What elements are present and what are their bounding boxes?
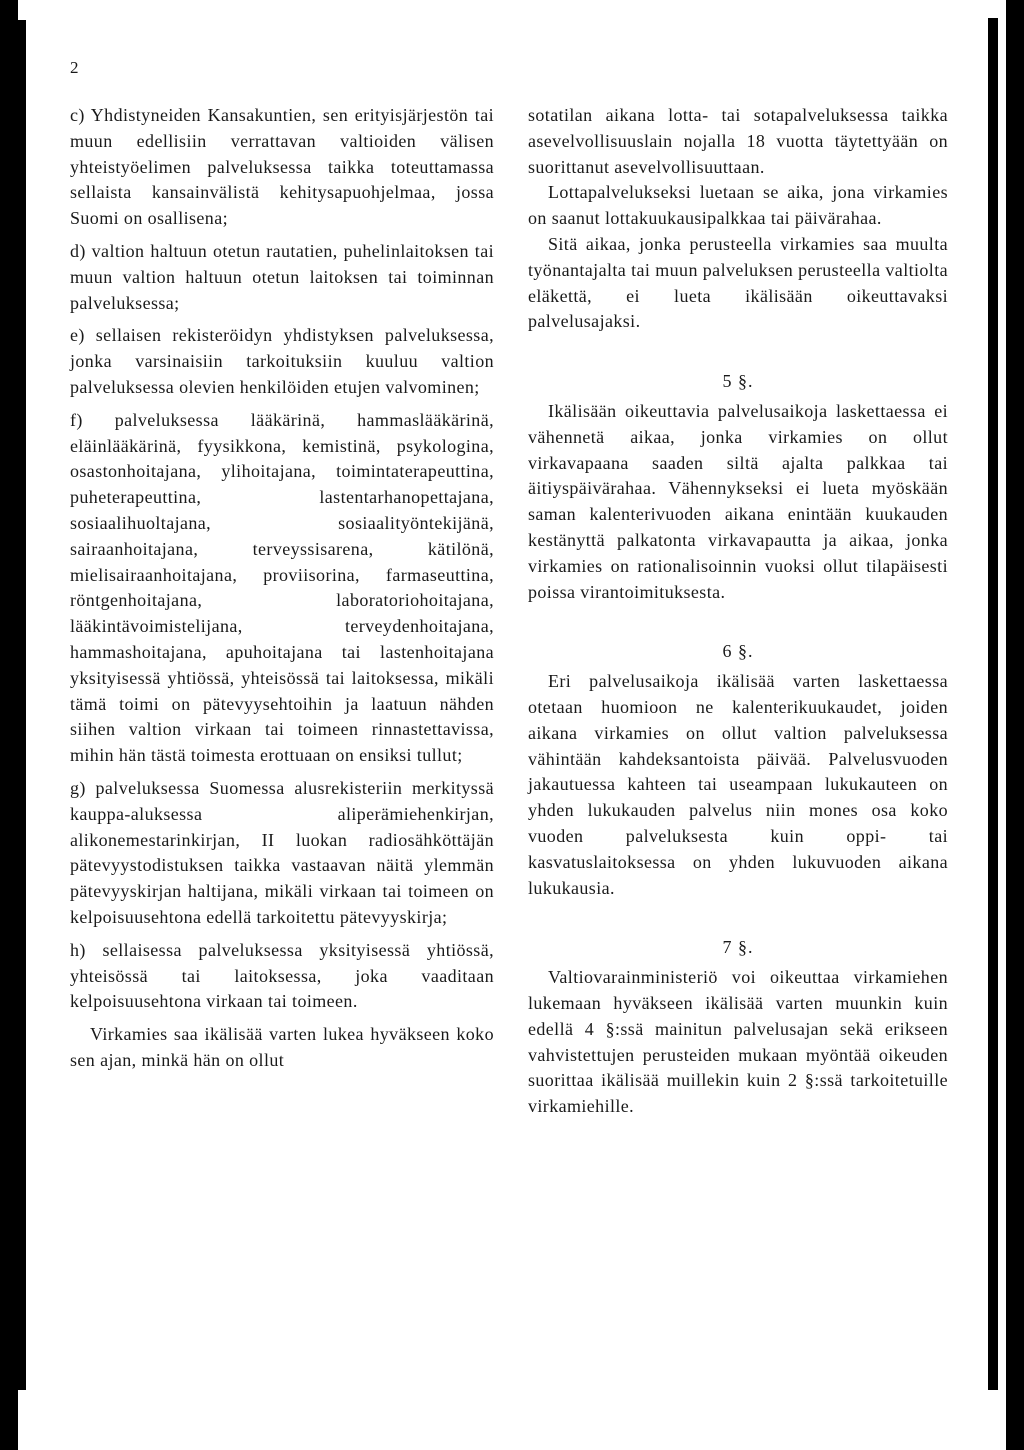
paragraph-g: g) palveluksessa Suomessa alusrekisteriin merkityssä kauppa-aluksessa aliperämiehenkirjan, alikonemestarinkirjan, II luokan radiosähköttäjän pätevyystodistuksen taikka vastaavan näitä ylemmän pätevyyskirjan haltijana, mikäli virkaan tai toimeen on kelpoisuusehtona edellä tarkoitettu pätevyyskirja; [70,777,494,927]
scan-border-right [988,18,998,1390]
section-text-5: Ikälisään oikeuttavia palvelusaikoja laskettaessa ei vähennetä aikaa, jonka virkamies on ollut virkavapaana saaden siltä ajalta palkkaa tai äitiyspäivärahaa. Vähennykseksi ei lueta myöskään saman kalenterivuoden aikana enintään kuukauden kestänyttä palkatonta virkavapautta ja aikaa, jonka virkamies on rationalisoinnin vuoksi ollut tilapäisesti poissa virantoimituksesta. [528,400,948,602]
paragraph-f: f) palveluksessa lääkärinä, hammaslääkärinä, eläinlääkärinä, fyysikkona, kemistinä, psykologina, osastonhoitajana, ylihoitajana, toimintaterapeuttina, puheterapeuttina, lastentarhanopettajana, sosiaalihuoltajana, sosiaalityöntekijänä, sairaanhoitajana, terveyssisarena, kätilönä, mielisairaanhoitajana, proviisorina, farmaseuttina, röntgenhoitajana, laboratoriohoitajana, lääkintävoimistelijana, terveydenhoitajana, hammashoitajana, apuhoitajana tai lastenhoitajana yksityisessä yhtiössä, yhteisössä tai laitoksessa, mikäli tämä toimi on pätevyysehtoihin ja laatuun nähden siihen valtion virkaan tai toimeen rinnastettavissa, mihin hän tästä toimesta erottuaan on ensiksi tullut; [70,409,494,766]
page-number: 2 [70,58,79,77]
paragraph-h: h) sellaisessa palveluksessa yksityisessä yhtiössä, yhteisössä tai laitoksessa, joka vaaditaan kelpoisuusehtona virkaan tai toimeen. [70,939,494,1012]
scan-border-left [18,20,26,1390]
paragraph-d: d) valtion haltuun otetun rautatien, puhelinlaitoksen tai muun valtion haltuun otetun laitoksen tai toiminnan palveluksessa; [70,240,494,313]
paragraph-c: c) Yhdistyneiden Kansakuntien, sen erityisjärjestön tai muun edellisiin verrattavan valtioiden välisen yhteistyöelimen palveluksessa taikka toteuttamassa sellaista kansainvälistä kehitysapuohjelmaa, jossa Suomi on osallisena; [70,105,494,229]
paragraph-lottapalvelus: Lottapalvelukseksi luetaan se aika, jona virkamies on saanut lottakuukausipalkkaa tai päivärahaa. [528,182,948,229]
paragraph-sita-aikaa: Sitä aikaa, jonka perusteella virkamies saa muulta työnantajalta tai muun palveluksen perusteella valtiolta eläkettä, ei lueta ikälisään oikeuttavaksi palvelusajaksi. [528,233,948,332]
section-heading-6: 6 §. [722,641,754,662]
paragraph-continuation: sotatilan aikana lotta- tai sotapalveluksessa taikka asevelvollisuuslain nojalla 18 vuotta täytettyään on suorittanut asevelvollisuuttaan. [528,105,948,177]
left-column [70,103,494,1074]
section-text-7: Valtiovarainministeriö voi oikeuttaa virkamiehen lukemaan hyväkseen ikälisää varten muunkin kuin edellä 4 §:ssä mainitun palvelusajan sekä erikseen vahvistettujen perusteiden mukaan myöntää oikeuden suorittaa ikälisää muillekin kuin 2 §:ssä tarkoitetuille virkamiehille. [528,967,948,1117]
paragraph-virkamies: Virkamies saa ikälisää varten lukea hyväkseen koko sen ajan, minkä hän on ollut [70,1024,494,1070]
section-heading-5: 5 §. [722,371,754,392]
right-column [528,103,948,1120]
section-text-6: Eri palvelusaikoja ikälisää varten laskettaessa otetaan huomioon ne kalenterikuukaudet, joiden aikana virkamies on ollut valtion palveluksessa vähintään kahdeksantoista päivää. Palvelusvuoden jakautuessa kahteen tai useampaan lukukauteen on yhden lukukauden palvelus niin mones osa koko vuoden palveluksesta kuin oppi- tai kasvatuslaitoksessa on yhden lukuvuoden aikana lukukausia. [528,671,948,898]
section-heading-7: 7 §. [722,937,754,958]
paragraph-e: e) sellaisen rekisteröidyn yhdistyksen palveluksessa, jonka varsinaisiin tarkoituksiin kuuluu valtion palveluksessa olevien henkilöiden etujen valvominen; [70,325,494,397]
